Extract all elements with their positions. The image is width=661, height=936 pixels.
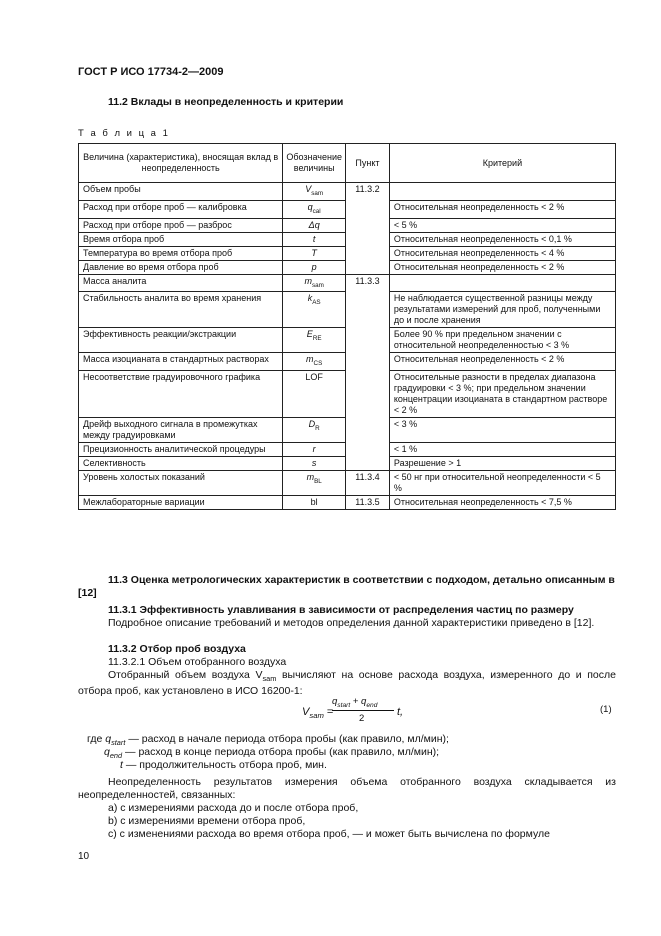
header-symbol: Обозначение величины bbox=[283, 144, 346, 183]
cell-symbol bbox=[283, 471, 346, 496]
table-header-row bbox=[79, 144, 616, 183]
section-11-3-title: 11.3 Оценка метрологических характеристик в соответствии с подходом, детально описанным в [12] bbox=[78, 574, 615, 599]
symbol-text: s bbox=[311, 458, 317, 469]
where-item-time: t — продолжительность отбора проб, мин. bbox=[120, 759, 327, 771]
symbol-subscript: CS bbox=[313, 360, 323, 368]
cell-symbol bbox=[283, 260, 346, 274]
cell-criterion: Относительная неопределенность < 2 % bbox=[389, 260, 615, 274]
symbol-subscript: cal bbox=[312, 207, 321, 215]
symbol-text: r bbox=[312, 444, 316, 455]
symbol-text: m bbox=[304, 275, 312, 286]
cell-quantity: Масса изоцианата в стандартных растворах bbox=[79, 353, 283, 371]
cell-quantity: Стабильность аналита во время хранения bbox=[79, 292, 283, 328]
list-item-a: a) с измерениями расхода до и после отбора проб, bbox=[108, 802, 359, 814]
cell-quantity: Уровень холостых показаний bbox=[79, 471, 283, 496]
cell-quantity: Несоответствие градуировочного графика bbox=[79, 371, 283, 418]
cell-symbol bbox=[283, 443, 346, 457]
page-number: 10 bbox=[78, 851, 90, 862]
symbol-subscript: R bbox=[315, 424, 320, 432]
cell-symbol bbox=[283, 496, 346, 510]
table-body bbox=[79, 183, 616, 510]
cell-criterion: Относительная неопределенность < 4 % bbox=[389, 246, 615, 260]
cell-criterion: < 5 % bbox=[389, 218, 615, 232]
cell-quantity: Расход при отборе проб — разброс bbox=[79, 218, 283, 232]
table-row bbox=[79, 274, 616, 292]
cell-criterion: Не наблюдается существенной разницы между результатами измерений для проб, полученными до и после хранения bbox=[389, 292, 615, 328]
cell-quantity: Расход при отборе проб — калибровка bbox=[79, 200, 283, 218]
cell-quantity: Прецизионность аналитической процедуры bbox=[79, 443, 283, 457]
section-11-3-1-text: Подробное описание требований и методов определения данной характеристики приведено в [12]. bbox=[108, 617, 595, 629]
cell-symbol bbox=[283, 371, 346, 418]
symbol-text: LOF bbox=[305, 372, 323, 383]
header-clause: Пункт bbox=[346, 144, 390, 183]
cell-quantity: Дрейф выходного сигнала в промежутках между градуировками bbox=[79, 418, 283, 443]
symbol-text: q bbox=[307, 201, 313, 212]
cell-quantity: Объем пробы bbox=[79, 183, 283, 201]
cell-symbol bbox=[283, 328, 346, 353]
symbol-subscript: AS bbox=[312, 299, 321, 307]
cell-symbol bbox=[283, 292, 346, 328]
cell-quantity: Межлабораторные вариации bbox=[79, 496, 283, 510]
cell-symbol bbox=[283, 218, 346, 232]
section-11-3-2-1-title: 11.3.2.1 Объем отобранного воздуха bbox=[108, 656, 287, 668]
header-quantity: Величина (характеристика), вносящая вклад в неопределенность bbox=[79, 144, 283, 183]
cell-clause: 11.3.5 bbox=[346, 496, 390, 510]
cell-quantity: Селективность bbox=[79, 457, 283, 471]
cell-clause: 11.3.3 bbox=[346, 274, 390, 471]
section-11-3-2-1-text: Отобранный объем воздуха $V_{sam}$ вычисляют на основе расхода воздуха, измеренного до и после отбора проб, как установлено в ИСО 16200-1: bbox=[78, 669, 616, 698]
cell-clause: 11.3.4 bbox=[346, 471, 390, 496]
symbol-text: V bbox=[305, 184, 312, 194]
cell-symbol bbox=[283, 274, 346, 292]
uncertainty-table bbox=[78, 143, 616, 510]
cell-criterion: Разрешение > 1 bbox=[389, 457, 615, 471]
equation-number: (1) bbox=[600, 704, 612, 715]
uncertainty-paragraph: Неопределенность результатов измерения объема отобранного воздуха складывается из неопределенностей, связанных: bbox=[78, 776, 616, 801]
symbol-text: k bbox=[307, 293, 313, 304]
cell-symbol bbox=[283, 353, 346, 371]
cell-criterion: < 3 % bbox=[389, 418, 615, 443]
symbol-subscript: BL bbox=[314, 477, 322, 485]
cell-quantity: Температура во время отбора проб bbox=[79, 246, 283, 260]
where-item-end: $q_{end}$ — расход в конце периода отбора пробы (как правило, мл/мин); bbox=[104, 746, 440, 761]
cell-criterion: < 50 нг при относительной неопределенности < 5 % bbox=[389, 471, 615, 496]
cell-criterion: Относительная неопределенность < 7,5 % bbox=[389, 496, 615, 510]
cell-symbol bbox=[283, 183, 346, 201]
cell-criterion bbox=[389, 183, 615, 201]
cell-symbol bbox=[283, 457, 346, 471]
section-11-3-1-title: 11.3.1 Эффективность улавливания в зависимости от распределения частиц по размеру bbox=[108, 604, 574, 616]
symbol-text: t bbox=[312, 233, 316, 244]
cell-symbol bbox=[283, 232, 346, 246]
symbol-text: p bbox=[311, 261, 317, 272]
cell-symbol bbox=[283, 200, 346, 218]
symbol-subscript: sam bbox=[311, 189, 324, 197]
header-criterion: Критерий bbox=[389, 144, 615, 183]
symbol-text: m bbox=[306, 354, 314, 365]
list-item-b: b) с измерениями времени отбора проб, bbox=[108, 815, 306, 827]
section-11-2-title: 11.2 Вклады в неопределенность и критерии bbox=[108, 96, 344, 108]
symbol-text: bl bbox=[310, 497, 318, 508]
table-row bbox=[79, 471, 616, 496]
symbol-text: E bbox=[306, 329, 313, 340]
table-caption: Т а б л и ц а 1 bbox=[78, 128, 170, 139]
section-11-3-2-title: 11.3.2 Отбор проб воздуха bbox=[108, 643, 246, 655]
cell-criterion: Более 90 % при предельном значении с относительной неопределенностью < 3 % bbox=[389, 328, 615, 353]
document-header: ГОСТ Р ИСО 17734-2—2009 bbox=[78, 66, 224, 78]
cell-quantity: Давление во время отбора проб bbox=[79, 260, 283, 274]
cell-criterion: Относительная неопределенность < 0,1 % bbox=[389, 232, 615, 246]
symbol-text: m bbox=[306, 472, 315, 483]
where-item-start: где $q_{start}$ — расход в начале периода отбора пробы (как правило, мл/мин); bbox=[87, 733, 449, 748]
symbol-subscript: RE bbox=[312, 335, 322, 343]
symbol-text: Δq bbox=[308, 219, 320, 230]
cell-quantity: Масса аналита bbox=[79, 274, 283, 292]
cell-quantity: Время отбора проб bbox=[79, 232, 283, 246]
list-item-c: c) с изменениями расхода во время отбора проб, — и может быть вычислена по формуле bbox=[108, 828, 550, 840]
table-row bbox=[79, 496, 616, 510]
cell-quantity: Эффективность реакции/экстракции bbox=[79, 328, 283, 353]
cell-criterion: Относительные разности в пределах диапазона градуировки < 3 %; при предельном значении концентрации изоцианата в стандартном растворе < 2 % bbox=[389, 371, 615, 418]
cell-symbol bbox=[283, 246, 346, 260]
cell-criterion: Относительная неопределенность < 2 % bbox=[389, 200, 615, 218]
symbol-subscript: sam bbox=[311, 281, 324, 289]
symbol-text: T bbox=[311, 247, 317, 258]
cell-criterion bbox=[389, 274, 615, 292]
cell-clause: 11.3.2 bbox=[346, 183, 390, 275]
cell-criterion: < 1 % bbox=[389, 443, 615, 457]
cell-symbol bbox=[283, 418, 346, 443]
symbol-text: D bbox=[308, 419, 316, 430]
table-row bbox=[79, 183, 616, 201]
cell-criterion: Относительная неопределенность < 2 % bbox=[389, 353, 615, 371]
